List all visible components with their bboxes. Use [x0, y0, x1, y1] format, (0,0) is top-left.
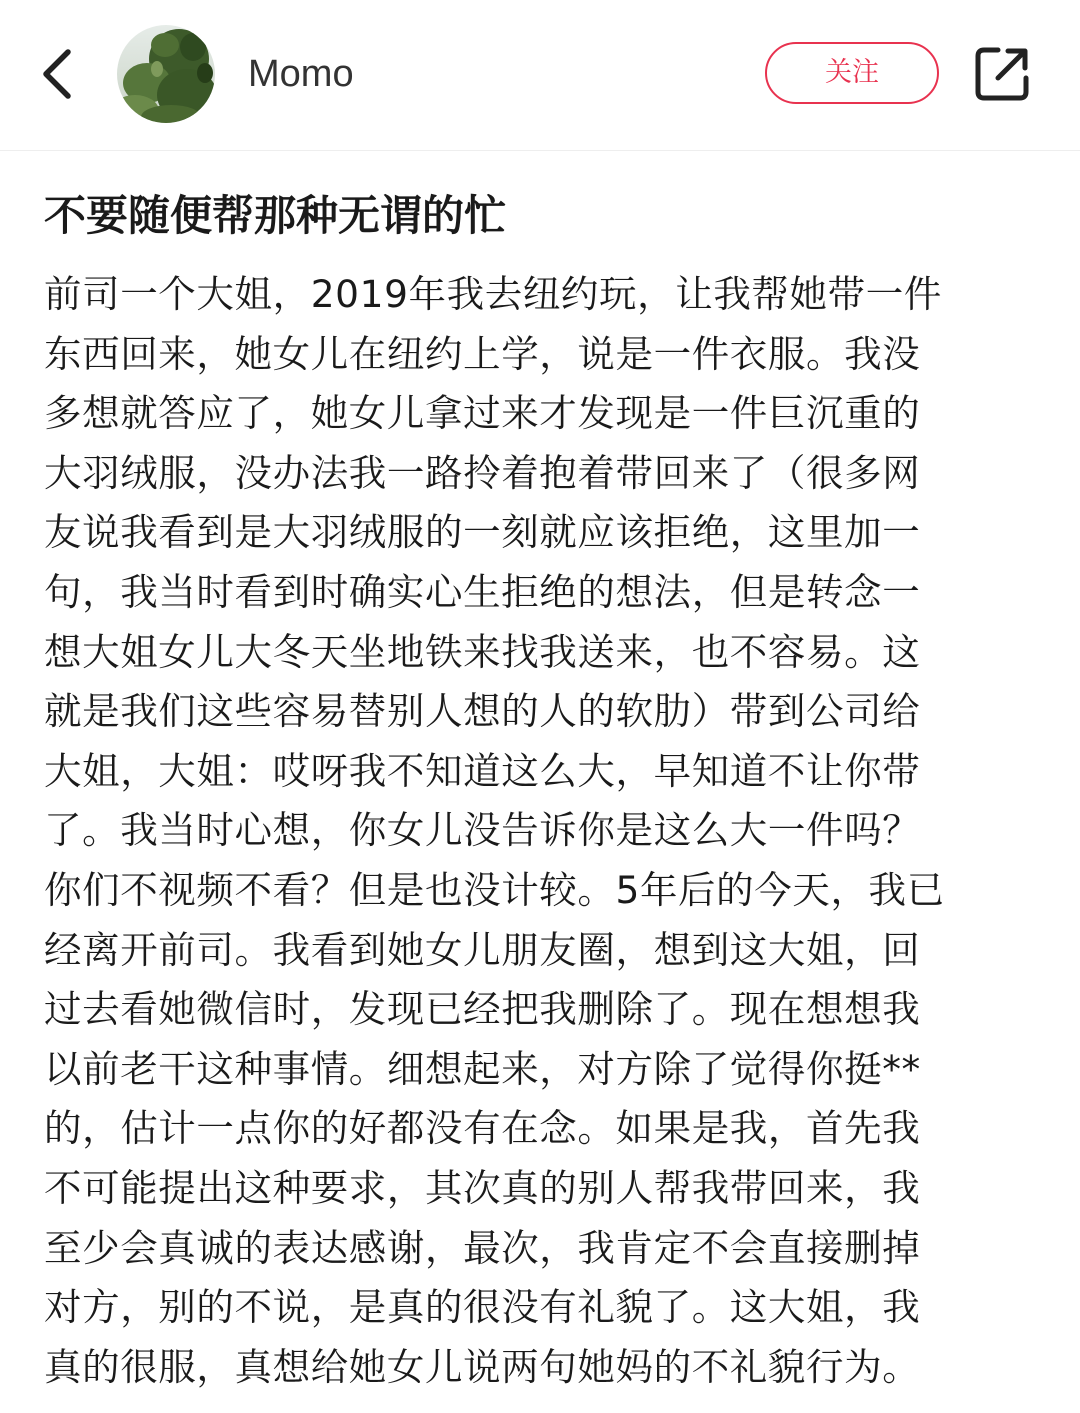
chevron-left-icon	[30, 38, 90, 110]
post-header	[0, 0, 1080, 151]
avatar-image	[117, 25, 215, 123]
back-button[interactable]	[30, 38, 90, 110]
author-avatar[interactable]	[117, 25, 215, 123]
post-title: 不要随便帮那种无谓的忙	[44, 191, 507, 240]
share-external-icon	[970, 42, 1034, 106]
post-body: 前司一个大姐，2019年我去纽约玩，让我帮她带一件 东西回来，她女儿在纽约上学，说是一件衣服。我没 多想就答应了，她女儿拿过来才发现是一件巨沉重的 大羽绒服，没办法我一路拎着抱着带回来了（很多网 友说我看到是大羽绒服的一刻就应该拒绝，这里加一 句，我当时看到时确实心生拒绝的想法，但是转念一 想大姐女儿大冬天坐地铁来找我送来，也不容易。这 就是我们这些容易替别人想的人的软肋）带到公司给 大姐，大姐：哎呀我不知道这么大，早知道不让你带 了。我当时心想，你女儿没告诉你是这么大一件吗？ 你们不视频不看？但是也没计较。5年后的今天，我已 经离开前司。我看到她女儿朋友圈，想到这大姐，回 过去看她微信时，发现已经把我删除了。现在想想我 以前老干这种事情。细想起来，对方除了觉得你挺** 的，估计一点你的好都没有在念。如果是我，首先我 不可能提出这种要求，其次真的别人帮我带回来，我 至少会真诚的表达感谢，最次，我肯定不会直接删掉 对方，别的不说，是真的很没有礼貌了。这大姐，我 真的很服，真想给她女儿说两句她妈的不礼貌行为。	[44, 272, 945, 1389]
share-button[interactable]	[970, 42, 1034, 106]
author-name[interactable]: Momo	[248, 53, 354, 95]
follow-button[interactable]: 关注	[765, 42, 939, 104]
